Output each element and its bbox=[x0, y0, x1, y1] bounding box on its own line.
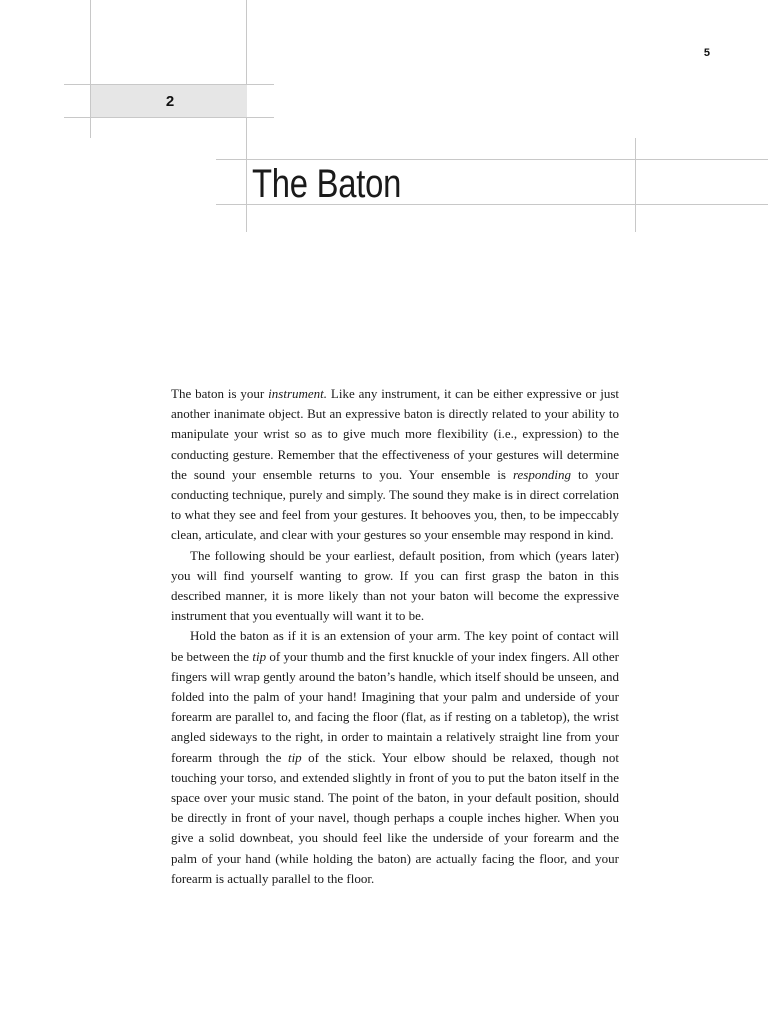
text-run: The baton is your bbox=[171, 386, 269, 401]
emphasized-text: tip bbox=[287, 749, 302, 765]
text-run: to your conducting technique, purely and simply. The sound they make is in direct correlation to what they see and feel from your gestures. It behooves you, then, to be impeccably clean, articulate, and clear with your gestures so your ensemble may respond in kind. bbox=[171, 466, 619, 543]
text-run: of the stick. Your elbow should be relaxed, though not touching your torso, and extended slightly in front of you to put the baton itself in the space over your music stand. The point of the baton, in your default position, should be directly in front of your navel, though perhaps a couple inches higher. When you give a solid downbeat, you should feel like the underside of your forearm and the palm of your hand (while holding the baton) are actually facing the floor, and your forearm is actually parallel to the floor. bbox=[171, 749, 619, 886]
text-run: of your thumb and the first knuckle of your index fingers. All other fingers will wrap gently around the baton’s handle, which itself should be unseen, and folded into the palm of your hand! Imagining that your palm and underside of your forearm are parallel to, and facing the floor (flat, as if resting on a tabletop), the wrist angled sideways to the right, in order to maintain a relatively straight line from your forearm through the bbox=[171, 648, 619, 765]
page-number: 5 bbox=[703, 47, 710, 59]
body-paragraph bbox=[171, 626, 619, 889]
chapter-title: The Baton bbox=[252, 162, 402, 206]
guide-line-vertical-right bbox=[635, 138, 636, 232]
guide-line-horizontal-bottom bbox=[64, 117, 274, 118]
emphasized-text: instrument. bbox=[268, 386, 328, 401]
text-run: Like any instrument, it can be either expressive or just another inanimate object. But an expressive baton is directly related to your ability to manipulate your wrist so as to give much more flexibility (i.e., expression) to the conducting gesture. Remember that the effectiveness of your gestures will determine the sound your ensemble returns to you. Your ensemble is bbox=[171, 386, 619, 482]
text-run: The following should be your earliest, default position, from which (years later) you will find yourself wanting to grow. If you can first grasp the baton in this described manner, it is more likely than not your baton will become the expressive instrument that you eventually will want it to be. bbox=[171, 547, 619, 624]
body-text bbox=[171, 384, 619, 889]
chapter-number: 2 bbox=[165, 93, 175, 110]
emphasized-text: responding bbox=[512, 466, 571, 482]
text-run: Hold the baton as if it is an extension of your arm. The key point of contact will be between the bbox=[171, 628, 619, 664]
emphasized-text: tip bbox=[252, 648, 267, 664]
body-paragraph bbox=[171, 384, 619, 546]
body-paragraph bbox=[171, 546, 619, 627]
